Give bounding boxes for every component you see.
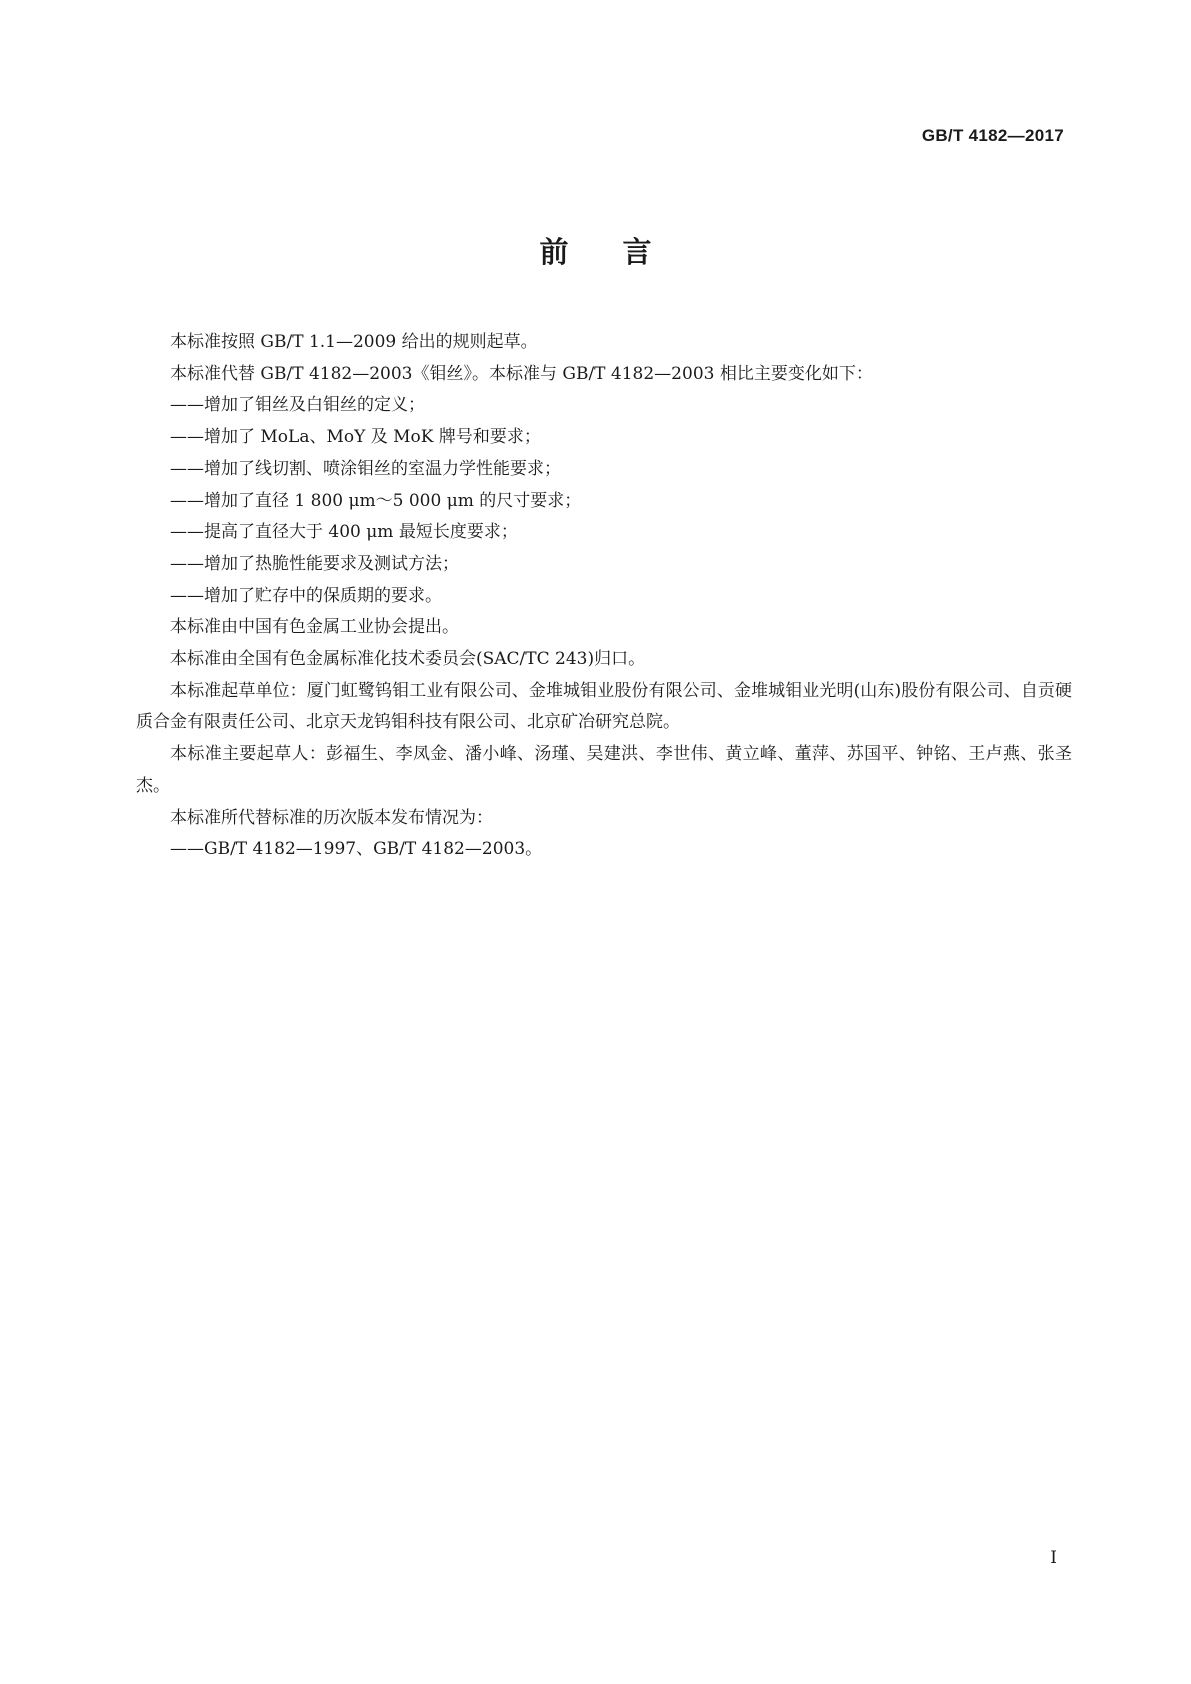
standard-code: GB/T 4182—2017 bbox=[921, 126, 1064, 145]
paragraph-drafting-rules: 本标准按照 GB/T 1.1—2009 给出的规则起草。 bbox=[170, 332, 538, 352]
change-item: ——增加了 MoLa、MoY 及 MoK 牌号和要求； bbox=[170, 427, 541, 448]
change-item: ——增加了钼丝及白钼丝的定义； bbox=[170, 395, 425, 416]
change-item: ——增加了热脆性能要求及测试方法； bbox=[170, 553, 459, 574]
change-item: ——增加了贮存中的保质期的要求。 bbox=[170, 585, 442, 606]
page-title: 前言 bbox=[539, 235, 706, 269]
paragraph-drafters: 本标准主要起草人：彭福生、李凤金、潘小峰、汤瑾、吴建洪、李世伟、黄立峰、董萍、苏国平、钟铭、王卢燕、张圣杰。 bbox=[136, 744, 1072, 796]
paragraph-history-intro: 本标准所代替标准的历次版本发布情况为： bbox=[170, 807, 493, 828]
paragraph-proposer: 本标准由中国有色金属工业协会提出。 bbox=[170, 617, 459, 638]
paragraph-replacement: 本标准代替 GB/T 4182—2003《钼丝》。本标准与 GB/T 4182—2003 相比主要变化如下： bbox=[170, 363, 873, 384]
paragraph-drafting-units: 本标准起草单位：厦门虹鹭钨钼工业有限公司、金堆城钼业股份有限公司、金堆城钼业光明(山东)股份有限公司、自贡硬质合金有限责任公司、北京天龙钨钼科技有限公司、北京矿冶研究总院。 bbox=[136, 680, 1072, 733]
page-number: I bbox=[1050, 1548, 1057, 1568]
paragraph-committee: 本标准由全国有色金属标准化技术委员会(SAC/TC 243)归口。 bbox=[170, 649, 646, 670]
change-item: ——增加了直径 1 800 μm～5 000 μm 的尺寸要求； bbox=[170, 490, 582, 511]
change-item: ——增加了线切割、喷涂钼丝的室温力学性能要求； bbox=[170, 458, 561, 479]
history-item: ——GB/T 4182—1997、GB/T 4182—2003。 bbox=[170, 839, 543, 860]
change-item: ——提高了直径大于 400 μm 最短长度要求； bbox=[170, 522, 518, 543]
foreword-body bbox=[136, 327, 1072, 866]
